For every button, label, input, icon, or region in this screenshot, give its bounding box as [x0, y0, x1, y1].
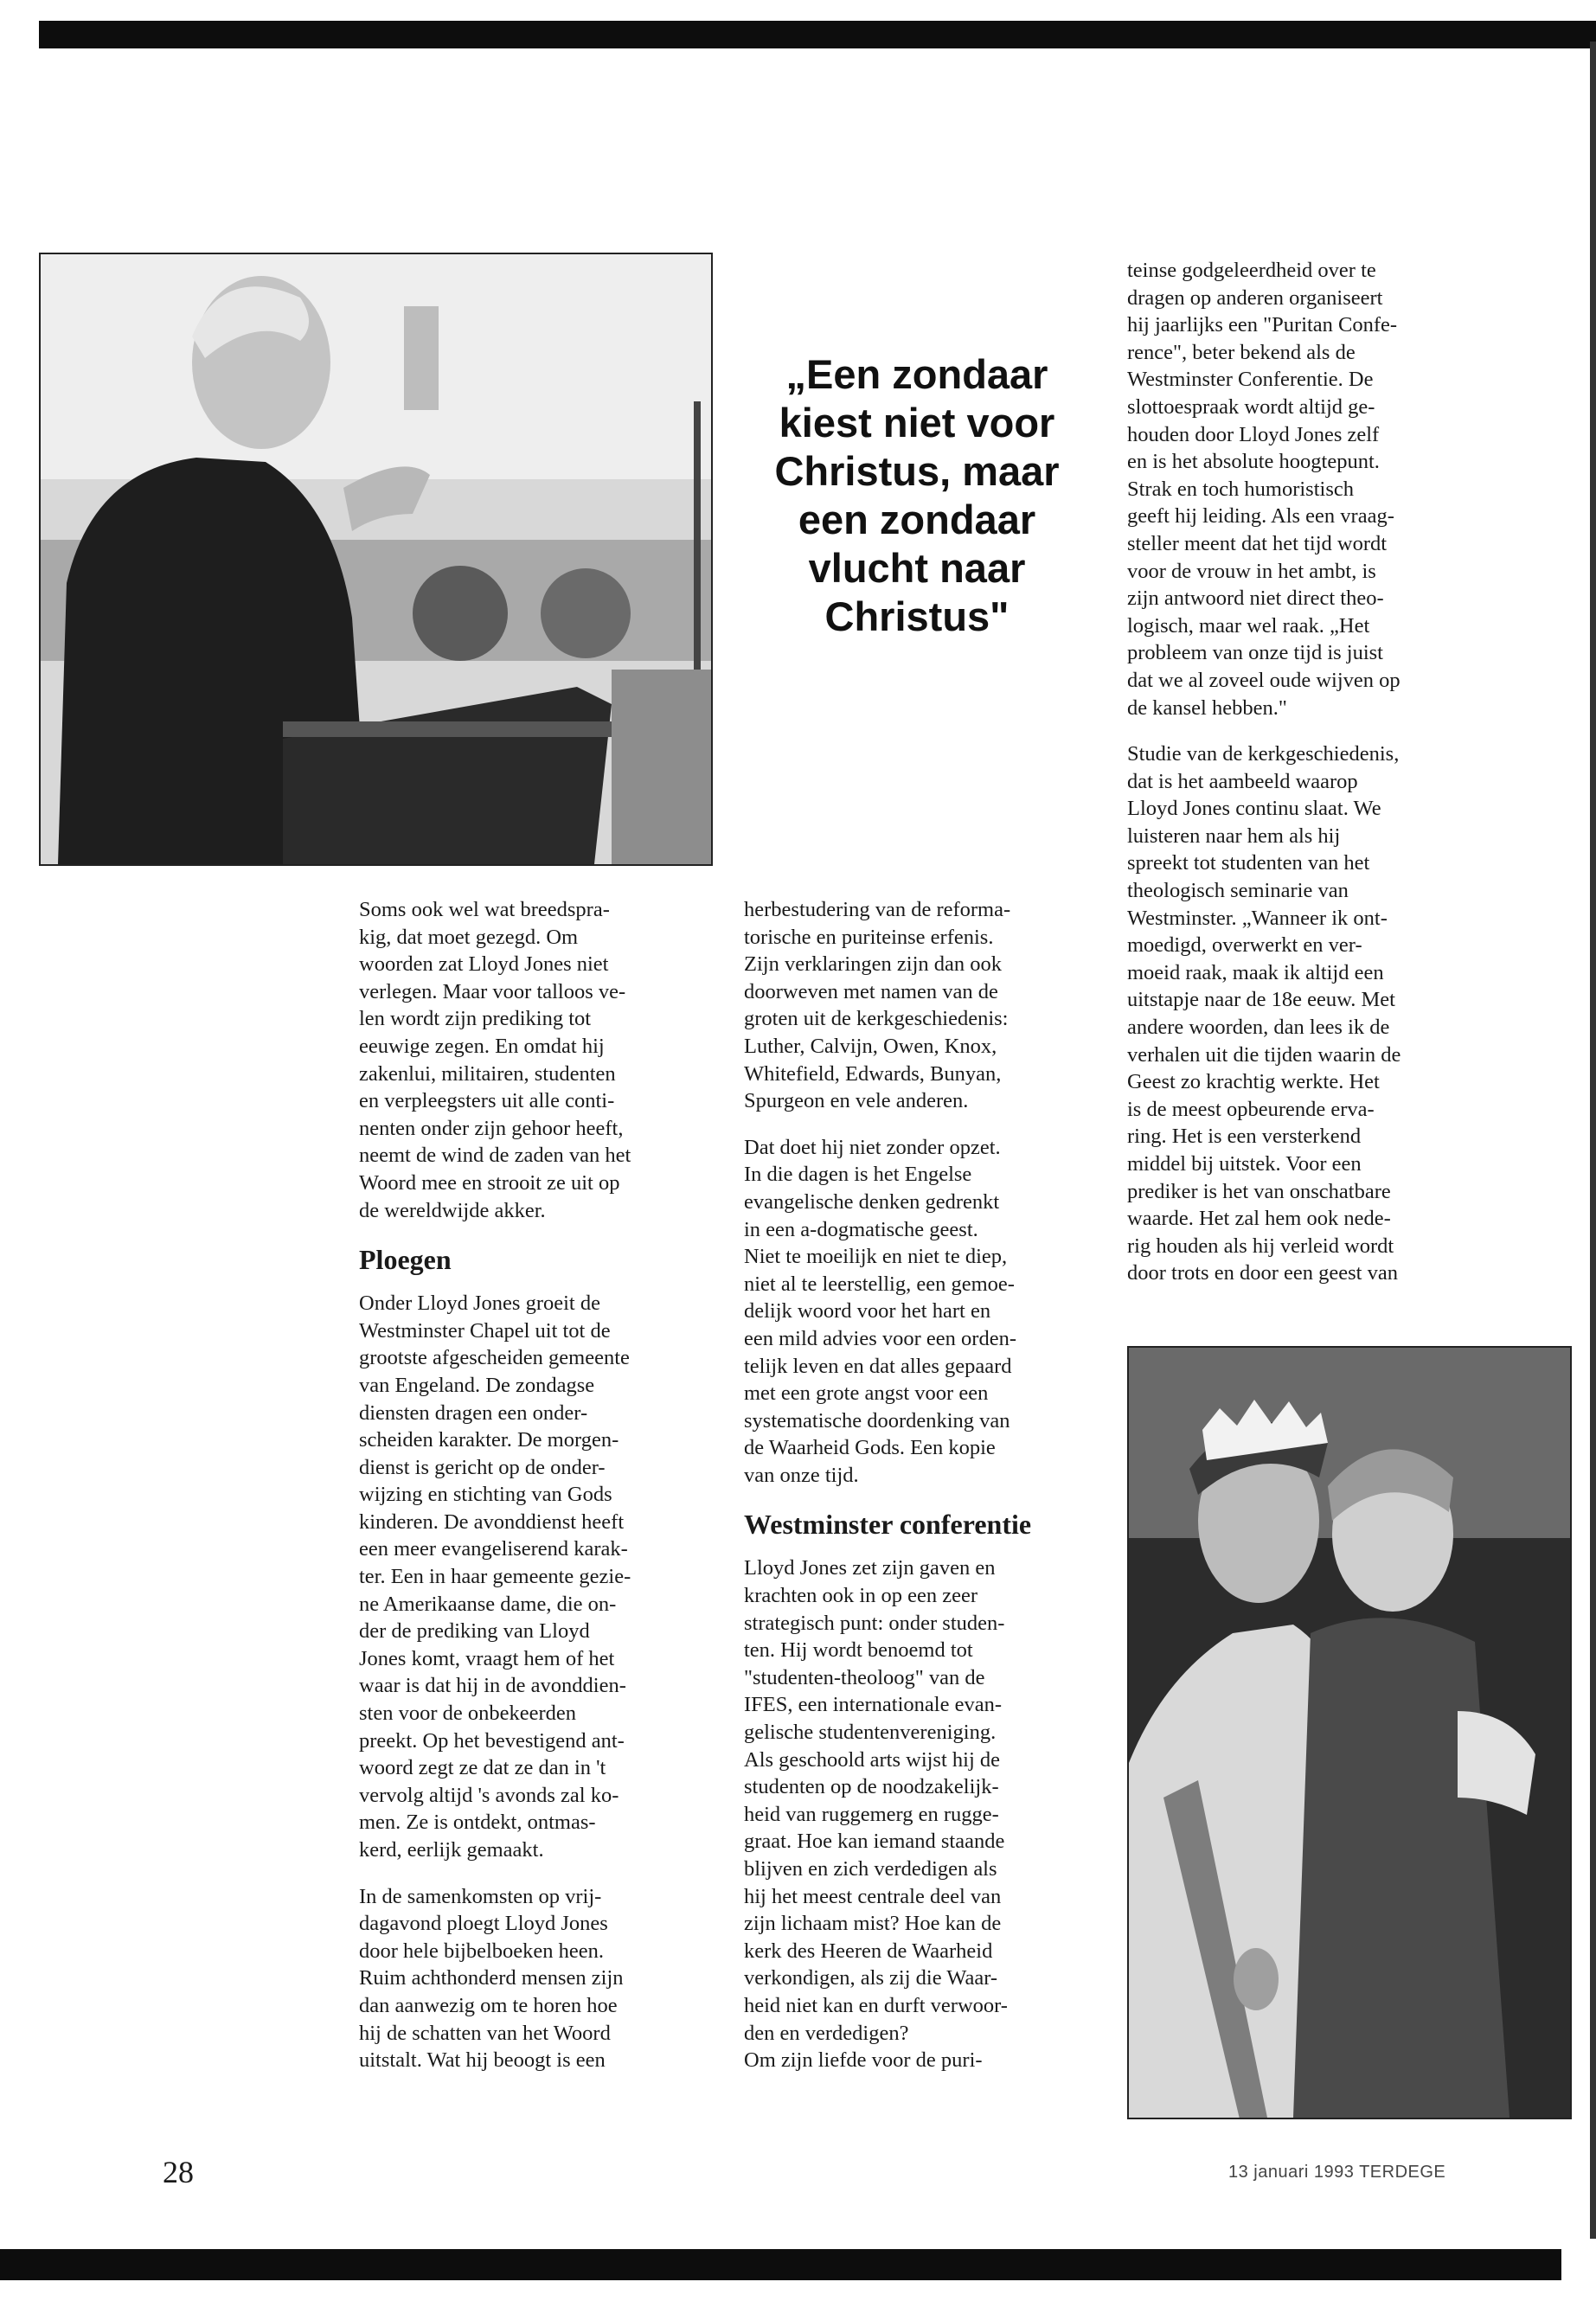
photo-preacher [39, 253, 713, 866]
column-2 [744, 896, 1094, 2093]
col1-intro: Soms ook wel wat breedspra- kig, dat moet gezegd. Om woorden zat Lloyd Jones niet verlegen. Maar voor talloos ve- len wordt zijn prediking tot eeuwige zegen. En omdat hij zakenlui, militairen, studenten en verpleegsters uit alle conti- nenten onder zijn gehoor heeft, neemt de wind de zaden van het Woord mee en strooit ze uit op de wereldwijde akker. [359, 898, 631, 1222]
col2-paragraph-1: herbestudering van de reforma- torische en puriteinse erfenis. Zijn verklaringen zijn dan ook doorweven met namen van de groten uit de kerkgeschiedenis: Luther, Calvijn, Owen, Knox, Whitefield, Edwards, Bunyan, Spurgeon en vele anderen. [744, 898, 1011, 1113]
page-frame-bottom [0, 2249, 1561, 2280]
heading-westminster-conferentie: Westminster conferentie [744, 1509, 1032, 1541]
issue-footer: 13 januari 1993 TERDEGE [1228, 2163, 1446, 2182]
page-number: 28 [163, 2155, 194, 2189]
column-3 [1127, 257, 1490, 1306]
pull-quote: „Een zondaar kiest niet voor Christus, maar een zondaar vlucht naar Christus" [774, 351, 1060, 639]
heading-ploegen: Ploegen [359, 1244, 452, 1276]
col2-paragraph-3: Lloyd Jones zet zijn gaven en krachten ook in op een zeer strategisch punt: onder studen- ten. Hij wordt benoemd tot "studenten-theoloog" van de IFES, een internationale evan- gelische studentenvereniging. Als geschoold arts wijst hij de studenten op de noodzakelijk- heid van ruggemerg en rugge- graat. Hoe kan iemand staande blijven en zich verdedigen als hij het meest centrale deel van zijn lichaam mist? Hoe kan de kerk des Heeren de Waarheid verkondigen, als zij die Waar- heid niet kan en durft verwoor- den en verdedigen? Om zijn liefde voor de puri- [744, 1556, 1008, 2073]
preacher-image [41, 254, 711, 864]
col3-paragraph-1: teinse godgeleerdheid over te dragen op anderen organiseert hij jaarlijks een "Puritan Confe- rence", beter bekend als de Westminster Conferentie. De slottoespraak wordt altijd ge- houden door Lloyd Jones zelf en is het absolute hoogtepunt. Strak en toch humoristisch geeft hij leiding. Als een vraag- steller meent dat het tijd wordt voor de vrouw in het ambt, is zijn antwoord niet direct theo- logisch, maar wel raak. „Het probleem van onze tijd is juist dat we al zoveel oude wijven op de kansel hebben." [1127, 259, 1401, 720]
page-frame-right [1590, 42, 1596, 2239]
col1-paragraph-1: Onder Lloyd Jones groeit de Westminster Chapel uit tot de grootste afgescheiden gemeente van Engeland. De zondagse diensten dragen een onder- scheiden karakter. De morgen- dienst is gericht op de onder- wijzing en stichting van Gods kinderen. De avonddienst heeft een meer evangeliserend karak- ter. Een in haar gemeente gezie- ne Amerikaanse dame, die on- der de prediking van Lloyd Jones komt, vraagt hem of het waar is dat hij in de avonddien- sten voor de onbekeerden preekt. Op het bevestigend ant- woord zegt ze dat ze dan in 't vervolg altijd 's avonds zal ko- men. Ze is ontdekt, ontmas- kerd, eerlijk gemaakt. [359, 1292, 631, 1862]
queen-image [1129, 1348, 1570, 2118]
col3-paragraph-2: Studie van de kerkgeschiedenis, dat is het aambeeld waarop Lloyd Jones continu slaat. We luisteren naar hem als hij spreekt tot studenten van het theologisch seminarie van Westminster. „Wanneer ik ont- moedigd, overwerkt en ver- moeid raak, maak ik altijd een uitstapje naar de 18e eeuw. Met andere woorden, dan lees ik de verhalen uit die tijden waarin de Geest zo krachtig werkte. Het is de meest opbeurende erva- ring. Het is een versterkend middel bij uitstek. Voor een prediker is het van onschatbare waarde. Het zal hem ook nede- rig houden als hij verleid wordt door trots en door een geest van [1127, 742, 1401, 1285]
page-frame-top [39, 21, 1596, 48]
column-1 [359, 896, 709, 2093]
photo-queen-embrace [1127, 1346, 1572, 2119]
col2-paragraph-2: Dat doet hij niet zonder opzet. In die dagen is het Engelse evangelische denken gedrenkt in een a-dogmatische geest. Niet te moeilijk en niet te diep, niet al te leerstellig, een gemoe- delijk woord voor het hart en een mild advies voor een orden- telijk leven en dat alles gepaard met een grote angst voor een systematische doordenking van de Waarheid Gods. Een kopie van onze tijd. [744, 1135, 1016, 1487]
col1-paragraph-2: In de samenkomsten op vrij- dagavond ploegt Lloyd Jones door hele bijbelboeken heen. Ruim achthonderd mensen zijn dan aanwezig om te horen hoe hij de schatten van het Woord uitstalt. Wat hij beoogt is een [359, 1884, 624, 2073]
